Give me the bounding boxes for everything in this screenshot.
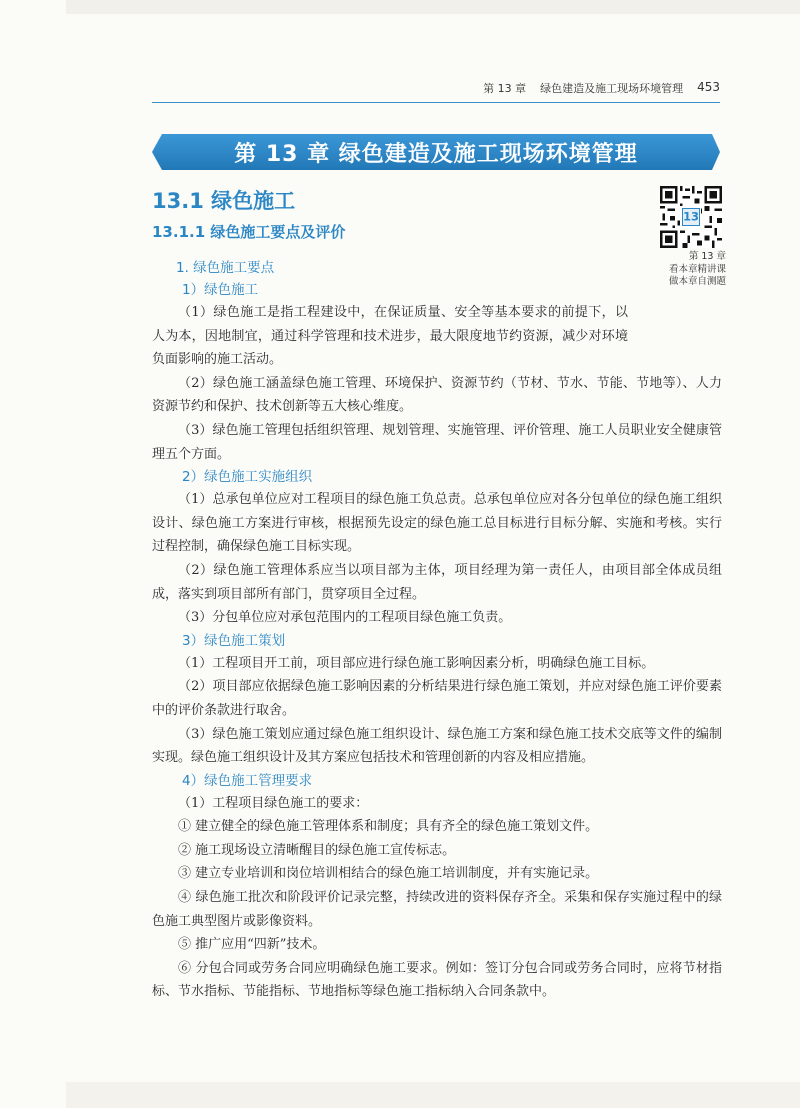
qr-caption-quiz: 做本章自测题 [668, 276, 726, 287]
body-text [152, 257, 722, 1004]
paragraph: （1）工程项目开工前，项目部应进行绿色施工影响因素分析，明确绿色施工目标。 [178, 655, 655, 671]
chapter-banner [152, 132, 720, 172]
list-item: ⑥ 分包合同或劳务合同应明确绿色施工要求。例如：签订分包合同或劳务合同时，应将节材指标、节水指标、节能指标、节地指标等绿色施工指标纳入合同条款中。 [152, 960, 722, 1000]
qr-code-icon[interactable] [660, 186, 722, 248]
list-item: ① 建立健全的绿色施工管理体系和制度；具有齐全的绿色施工策划文件。 [178, 819, 599, 835]
page-number: 453 [697, 80, 720, 94]
running-header [152, 80, 720, 103]
list-item: ③ 建立专业培训和岗位培训相结合的绿色施工培训制度，并有实施记录。 [178, 866, 599, 882]
paragraph: （2）绿色施工管理体系应当以项目部为主体，项目经理为第一责任人，由项目部全体成员组成，落实到项目部所有部门，贯穿项目全过程。 [152, 562, 722, 602]
header-chapter-ref: 第 13 章 [483, 82, 527, 95]
subsection-title: 13.1.1 绿色施工要点及评价 [152, 223, 346, 241]
page-top-band [66, 0, 800, 14]
header-chapter-name: 绿色建造及施工现场环境管理 [540, 82, 684, 95]
paragraph: （3）绿色施工策划应通过绿色施工组织设计、绿色施工方案和绿色施工技术交底等文件的编制实现。绿色施工组织设计及其方案应包括技术和管理创新的内容及相应措施。 [152, 726, 722, 766]
paragraph: （2）项目部应依据绿色施工影响因素的分析结果进行绿色施工策划，并应对绿色施工评价要素中的评价条款进行取舍。 [152, 679, 722, 718]
list-item: ② 施工现场设立清晰醒目的绿色施工宣传标志。 [178, 842, 456, 858]
heading-green-construction-points: 1. 绿色施工要点 [176, 260, 275, 276]
page-bottom-band [66, 1082, 800, 1108]
paragraph: （2）绿色施工涵盖绿色施工管理、环境保护、资源节约（节材、节水、节能、节地等）、人力资源节约和保护、技术创新等五大核心维度。 [152, 375, 722, 415]
paragraph: （1）工程项目绿色施工的要求： [178, 795, 369, 811]
list-item: ⑤ 推广应用“四新”技术。 [178, 937, 326, 953]
heading-green-construction: 1）绿色施工 [182, 282, 259, 298]
heading-planning: 3）绿色施工策划 [182, 632, 286, 649]
section-title: 13.1 绿色施工 [152, 189, 296, 213]
qr-caption-lecture: 看本章精讲课 [668, 263, 726, 275]
chapter-title: 第 13 章 绿色建造及施工现场环境管理 [234, 141, 638, 167]
paragraph: （3）绿色施工管理包括组织管理、规划管理、实施管理、评价管理、施工人员职业安全健康管理五个方面。 [152, 422, 722, 462]
heading-implementation-organization: 2）绿色施工实施组织 [182, 469, 313, 486]
heading-management-requirements: 4）绿色施工管理要求 [182, 772, 313, 789]
list-item: ④ 绿色施工批次和阶段评价记录完整，持续改进的资料保存齐全。采集和保存实施过程中的绿色施工典型图片或影像资料。 [152, 890, 722, 929]
paragraph: （3）分包单位应对承包范围内的工程项目绿色施工负责。 [178, 610, 512, 626]
paragraph: （1）绿色施工是指工程建设中，在保证质量、安全等基本要求的前提下，以人为本，因地制宜，通过科学管理和技术进步，最大限度地节约资源，减少对环境负面影响的施工活动。 [152, 305, 628, 368]
qr-caption-chapter: 第 13 章 [688, 251, 726, 262]
qr-badge: 13 [683, 209, 699, 224]
paragraph: （1）总承包单位应对工程项目的绿色施工负总责。总承包单位应对各分包单位的绿色施工组织设计、绿色施工方案进行审核，根据预先设定的绿色施工总目标进行目标分解、实施和考核。实行过程控制，确保绿色施工目标实现。 [152, 492, 722, 555]
